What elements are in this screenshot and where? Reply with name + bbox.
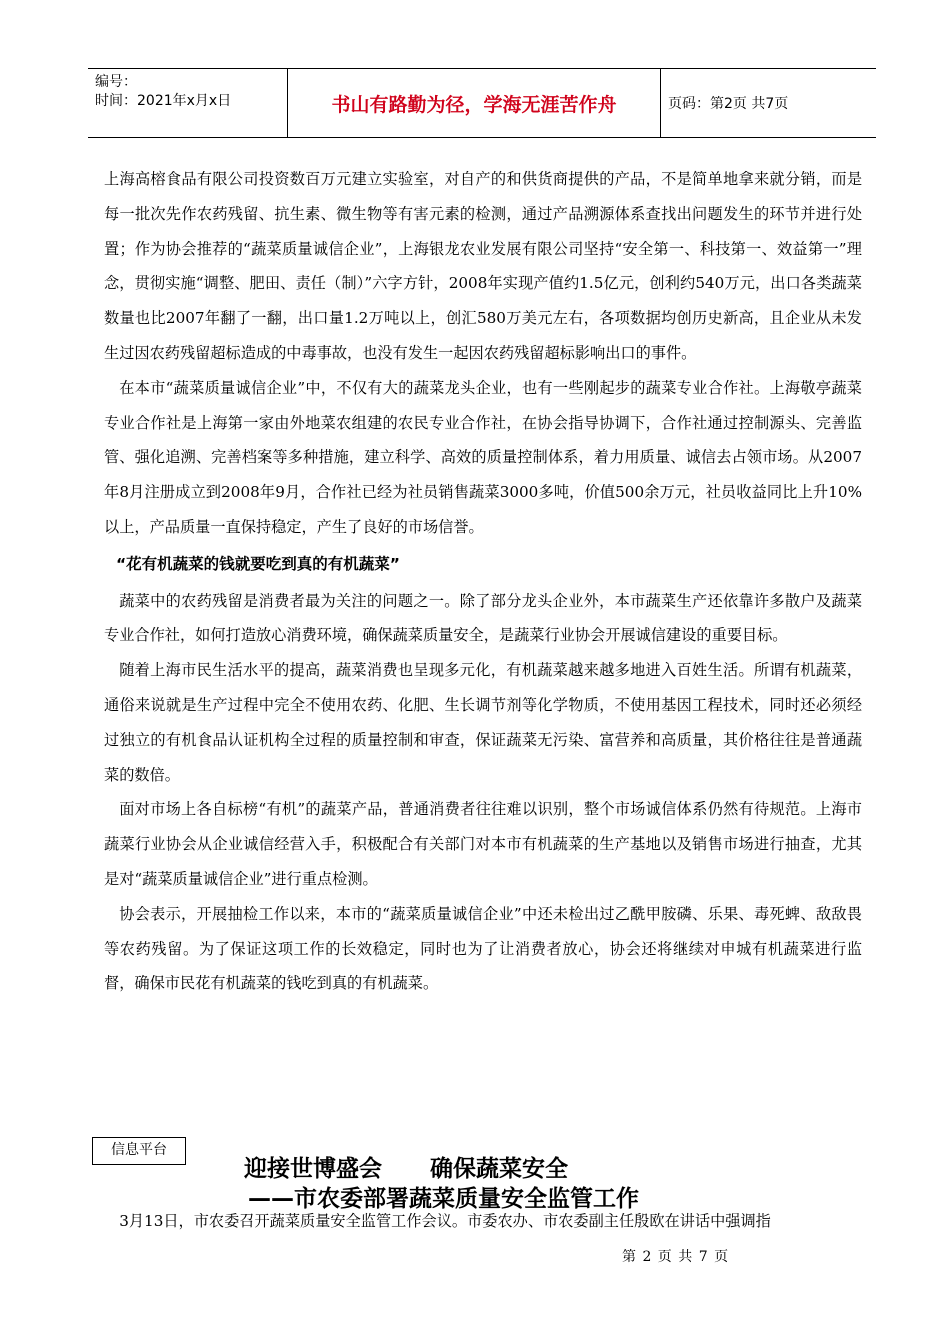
date-line: 时间：2021年x月x日 — [95, 93, 232, 109]
header-page-info: 页码：第2页 共7页 — [668, 96, 789, 112]
info-platform-label: 信息平台 — [92, 1137, 186, 1165]
paragraph: 上海高榕食品有限公司投资数百万元建立实验室，对自产的和供货商提供的产品，不是简单地拿来就分销，而是每一批次先作农药残留、抗生素、微生物等有害元素的检测，通过产品溯源体系查找出问题发生的环节并进行处置；作为协会推荐的“蔬菜质量诚信企业”，上海银龙农业发展有限公司坚持“安全第一、科技第一、效益第一”理念，贯彻实施“调整、肥田、责任（制）”六字方针，2008年实现产值约1.5亿元，创利约540万元，出口各类蔬菜数量也比2007年翻了一翻，出口量1.2万吨以上，创汇580万美元左右，各项数据均创历史新高，且企业从未发生过因农药残留超标造成的中毒事故，也没有发生一起因农药残留超标影响出口的事件。 — [104, 170, 862, 362]
paragraph: 随着上海市民生活水平的提高，蔬菜消费也呈现多元化，有机蔬菜越来越多地进入百姓生活。所谓有机蔬菜，通俗来说就是生产过程中完全不使用农药、化肥、生长调节剂等化学物质，不使用基因工程技术，同时还必须经过独立的有机食品认证机构全过程的质量控制和审查，保证蔬菜无污染、富营养和高质量，其价格往往是普通蔬菜的数倍。 — [104, 661, 862, 784]
page-footer: 第 2 页 共 7 页 — [622, 1249, 730, 1265]
header-meta — [88, 69, 287, 137]
header-slogan: 书山有路勤为径，学海无涯苦作舟 — [287, 69, 661, 137]
news-subtitle: ——市农委部署蔬菜质量安全监管工作 — [248, 1186, 639, 1212]
paragraph: 协会表示，开展抽检工作以来，本市的“蔬菜质量诚信企业”中还未检出过乙酰甲胺磷、乐果、毒死蜱、敌敌畏等农药残留。为了保证这项工作的长效稳定，同时也为了让消费者放心，协会还将继续对申城有机蔬菜进行监督，确保市民花有机蔬菜的钱吃到真的有机蔬菜。 — [104, 904, 862, 993]
paragraph: 在本市“蔬菜质量诚信企业”中，不仅有大的蔬菜龙头企业，也有一些刚起步的蔬菜专业合作社。上海敬亭蔬菜专业合作社是上海第一家由外地菜农组建的农民专业合作社，在协会指导协调下，合作社通过控制源头、完善监管、强化追溯、完善档案等多种措施，建立科学、高效的质量控制体系，着力用质量、诚信去占领市场。从2007年8月注册成立到2008年9月，合作社已经为社员销售蔬菜3000多吨，价值500余万元，社员收益同比上升10%以上，产品质量一直保持稳定，产生了良好的市场信誉。 — [104, 378, 862, 536]
article-body — [104, 162, 862, 1001]
paragraph: 蔬菜中的农药残留是消费者最为关注的问题之一。除了部分龙头企业外，本市蔬菜生产还依靠许多散户及蔬菜专业合作社，如何打造放心消费环境，确保蔬菜质量安全，是蔬菜行业协会开展诚信建设的重要目标。 — [104, 591, 862, 645]
section-subheading: “花有机蔬菜的钱就要吃到真的有机蔬菜” — [116, 554, 400, 573]
paragraph: 面对市场上各自标榜“有机”的蔬菜产品，普通消费者往往难以识别，整个市场诚信体系仍然有待规范。上海市蔬菜行业协会从企业诚信经营入手，积极配合有关部门对本市有机蔬菜的生产基地以及销售市场进行抽查，尤其是对“蔬菜质量诚信企业”进行重点检测。 — [104, 800, 862, 888]
news-title: 迎接世博盛会 确保蔬菜安全 — [244, 1156, 569, 1182]
page-header — [88, 68, 876, 138]
news-lead: 3月13日，市农委召开蔬菜质量安全监管工作会议。市委农办、市农委副主任殷欧在讲话中强调指 — [119, 1212, 771, 1230]
number-label: 编号： — [95, 74, 137, 90]
